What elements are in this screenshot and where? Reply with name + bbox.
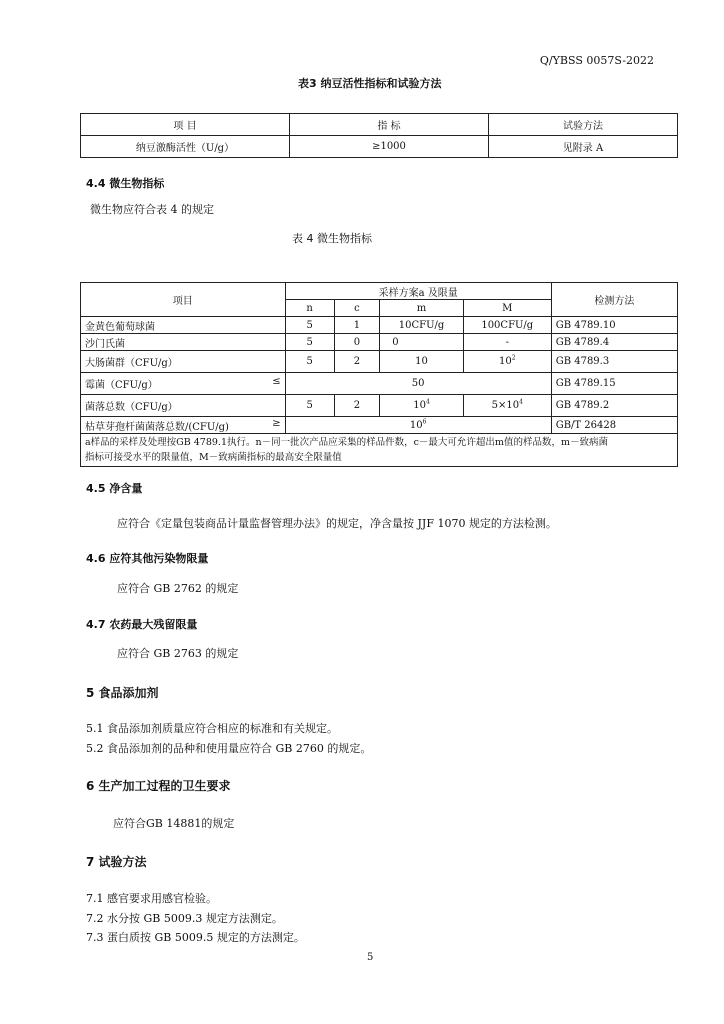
doc-code: Q/YBSS 0057S-2022: [539, 54, 654, 67]
table4-cell: 霉菌（CFU/g） ≤: [81, 373, 286, 395]
table4-cell: GB 4789.10: [551, 317, 677, 334]
section-4-5-heading: 4.5 净含量: [86, 482, 143, 495]
table-row: [81, 373, 678, 395]
table4-cell: 1: [334, 317, 380, 334]
table3-caption: 表3 纳豆活性指标和试验方法: [298, 77, 442, 90]
section-7-3: 7.3 蛋白质按 GB 5009.5 规定的方法测定。: [86, 931, 305, 944]
table4-cell: 5: [285, 395, 334, 417]
table3-cell: 纳豆激酶活性（U/g）: [81, 136, 290, 158]
table3-header-item: 项 目: [81, 114, 290, 136]
table3-cell: 见附录 A: [489, 136, 678, 158]
table3-header-index: 指 标: [290, 114, 489, 136]
table4-cell: $10^2$: [463, 351, 551, 373]
table4-cell: 金黄色葡萄球菌: [81, 317, 286, 334]
table4-cell: 100CFU/g: [463, 317, 551, 334]
table4-caption: 表 4 微生物指标: [292, 232, 372, 245]
table-row: [81, 395, 678, 417]
table4-note: a样品的采样及处理按GB 4789.1执行。n－同一批次产品应采集的样品件数，c－最大可允许超出m值的样品数，m－致病菌 指标可接受水平的限量值，M－致病菌指标的最高安全限量值: [81, 434, 678, 467]
table3-cell: ≥1000: [290, 136, 489, 158]
section-6-text: 应符合GB 14881的规定: [113, 817, 235, 830]
table4-cell: 50: [285, 373, 551, 395]
table4-cell: 枯草芽孢杆菌菌落总数/(CFU/g) ≥: [81, 417, 286, 434]
table4-cell: 5: [285, 334, 334, 351]
table4-cell: 10CFU/g: [380, 317, 464, 334]
table-row: [81, 417, 678, 434]
page-number: 5: [367, 952, 374, 963]
table4-cell: 2: [334, 395, 380, 417]
section-7-2: 7.2 水分按 GB 5009.3 规定方法测定。: [86, 912, 283, 925]
section-5-heading: 5 食品添加剂: [86, 686, 159, 700]
table4-header-method: 检测方法: [551, 283, 677, 317]
table4-cell: GB 4789.2: [551, 395, 677, 417]
section-7-heading: 7 试验方法: [86, 855, 147, 869]
table4-cell: 2: [334, 351, 380, 373]
section-5-2: 5.2 食品添加剂的品种和使用量应符合 GB 2760 的规定。: [86, 742, 372, 755]
section-7-1: 7.1 感官要求用感官检验。: [86, 892, 217, 905]
table4-cell: 0: [380, 334, 464, 351]
table4-cell: 5: [285, 351, 334, 373]
table-row: [81, 351, 678, 373]
table4-sub-n: n: [285, 300, 334, 317]
table4-sub-M: M: [463, 300, 551, 317]
table-row: [81, 317, 678, 334]
table4-cell: GB/T 26428: [551, 417, 677, 434]
table4: [80, 282, 678, 467]
table4-cell: $10^6$: [285, 417, 551, 434]
table-row: [81, 334, 678, 351]
section-5-1: 5.1 食品添加剂质量应符合相应的标准和有关规定。: [86, 722, 338, 735]
table4-header-item: 项目: [81, 283, 286, 317]
table4-sub-m: m: [380, 300, 464, 317]
table4-cell: 大肠菌群（CFU/g）: [81, 351, 286, 373]
section-4-6-text: 应符合 GB 2762 的规定: [117, 582, 239, 595]
table4-cell: -: [463, 334, 551, 351]
table4-cell: 沙门氏菌: [81, 334, 286, 351]
section-4-7-text: 应符合 GB 2763 的规定: [117, 647, 239, 660]
table4-cell: 菌落总数（CFU/g）: [81, 395, 286, 417]
section-4-7-heading: 4.7 农药最大残留限量: [86, 618, 198, 631]
table4-cell: $5\times 10^4$: [463, 395, 551, 417]
section-4-6-heading: 4.6 应符其他污染物限量: [86, 552, 209, 565]
table3-header-method: 试验方法: [489, 114, 678, 136]
section-6-heading: 6 生产加工过程的卫生要求: [86, 779, 231, 793]
table3: [80, 113, 678, 158]
table4-cell: GB 4789.3: [551, 351, 677, 373]
table4-header-plan: 采样方案a 及限量: [285, 283, 551, 300]
table4-cell: 10: [380, 351, 464, 373]
table4-cell: GB 4789.4: [551, 334, 677, 351]
section-4-4-heading: 4.4 微生物指标: [86, 177, 165, 190]
table4-cell: 0: [334, 334, 380, 351]
table4-sub-c: c: [334, 300, 380, 317]
table4-cell: $10^4$: [380, 395, 464, 417]
section-4-4-text: 微生物应符合表 4 的规定: [90, 203, 214, 216]
section-4-5-text: 应符合《定量包装商品计量监督管理办法》的规定，净含量按 JJF 1070 规定的方法检测。: [117, 517, 557, 530]
table4-cell: GB 4789.15: [551, 373, 677, 395]
table4-cell: 5: [285, 317, 334, 334]
